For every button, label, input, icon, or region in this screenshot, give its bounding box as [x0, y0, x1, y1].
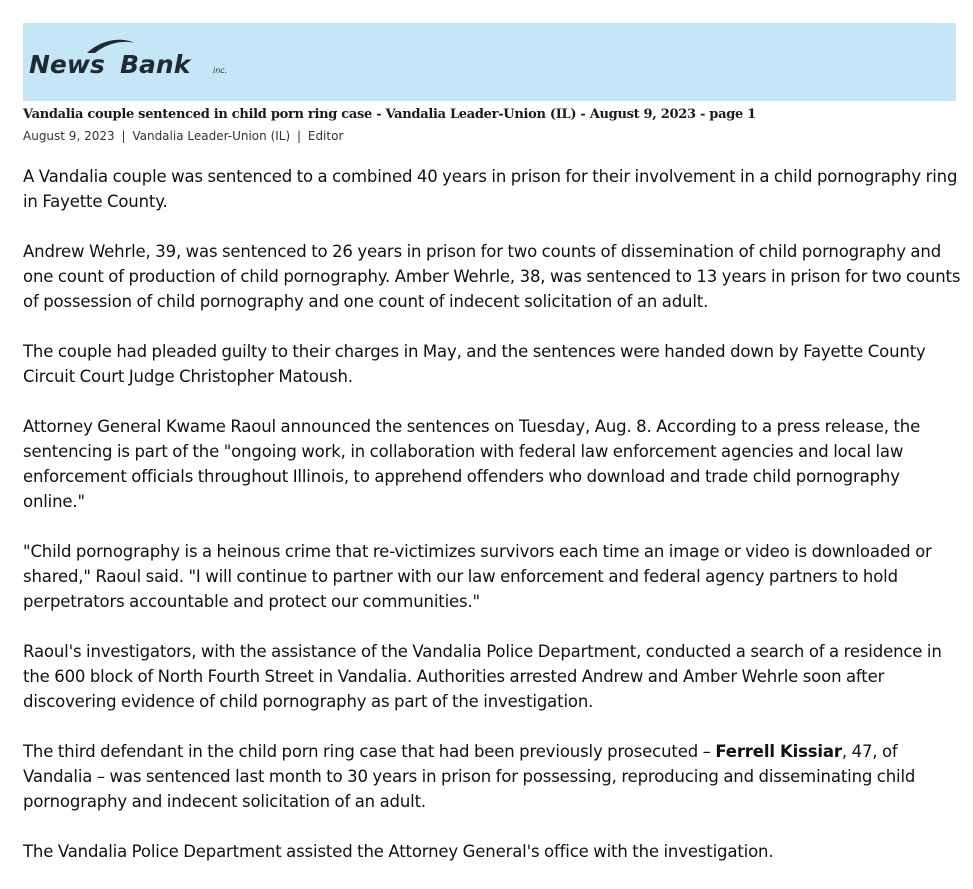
meta-separator: |	[121, 129, 126, 143]
article-paragraph: "Child pornography is a heinous crime that re-victimizes survivors each time an image or video is downloaded or shared," Raoul said. "I will continue to partner with our law enforcement and federal agency partners to hold perpetrators accountable and protect our communities."	[23, 542, 932, 611]
header-banner	[23, 23, 956, 101]
article-source: Vandalia Leader-Union (IL)	[132, 129, 291, 143]
article-headline: Vandalia couple sentenced in child porn ring case - Vandalia Leader-Union (IL) - August 9, 2023 - page 1	[23, 107, 756, 122]
paragraph-text: The third defendant in the child porn ring case that had been previously prosecuted –	[23, 742, 716, 761]
article-paragraph: The Vandalia Police Department assisted the Attorney General's office with the investigation.	[23, 842, 774, 861]
article-paragraph: Attorney General Kwame Raoul announced the sentences on Tuesday, Aug. 8. According to a press release, the sentencing is part of the "ongoing work, in collaboration with federal law enforcement agencies and local law enforcement officials throughout Illinois, to apprehend offenders who download and trade child pornography online."	[23, 417, 921, 511]
article-date: August 9, 2023	[23, 129, 115, 143]
logo-word-news: News	[29, 50, 105, 79]
logo-suffix: inc.	[213, 66, 228, 75]
highlighted-name: Ferrell Kissiar	[715, 742, 842, 761]
meta-separator: |	[296, 129, 302, 143]
article-paragraph: Andrew Wehrle, 39, was sentenced to 26 years in prison for two counts of dissemination of child pornography and one count of production of child pornography. Amber Wehrle, 38, was sentenced to 13 years in prison for two counts of possession of child pornography and one count of indecent solicitation of an adult.	[23, 242, 961, 311]
article-paragraph: A Vandalia couple was sentenced to a combined 40 years in prison for their involvement in a child pornography ring in Fayette County.	[23, 167, 958, 211]
article-author: Editor	[307, 129, 344, 143]
paragraph-text: , 47, of Vandalia – was sentenced last month to 30 years in prison for possessing, reproducing and disseminating child pornography and indecent solicitation of an adult.	[23, 742, 916, 811]
article-paragraph: The couple had pleaded guilty to their charges in May, and the sentences were handed down by Fayette County Circuit Court Judge Christopher Matoush.	[23, 342, 926, 386]
newsbank-logo	[27, 33, 239, 81]
article-paragraph	[23, 739, 963, 814]
article-body	[23, 164, 963, 889]
article-meta	[23, 127, 343, 145]
article-paragraph: Raoul's investigators, with the assistance of the Vandalia Police Department, conducted a search of a residence in the 600 block of North Fourth Street in Vandalia. Authorities arrested Andrew and Amber Wehrle soon after discovering evidence of child pornography as part of the investigation.	[23, 642, 942, 711]
logo-word-bank: Bank	[120, 50, 191, 79]
